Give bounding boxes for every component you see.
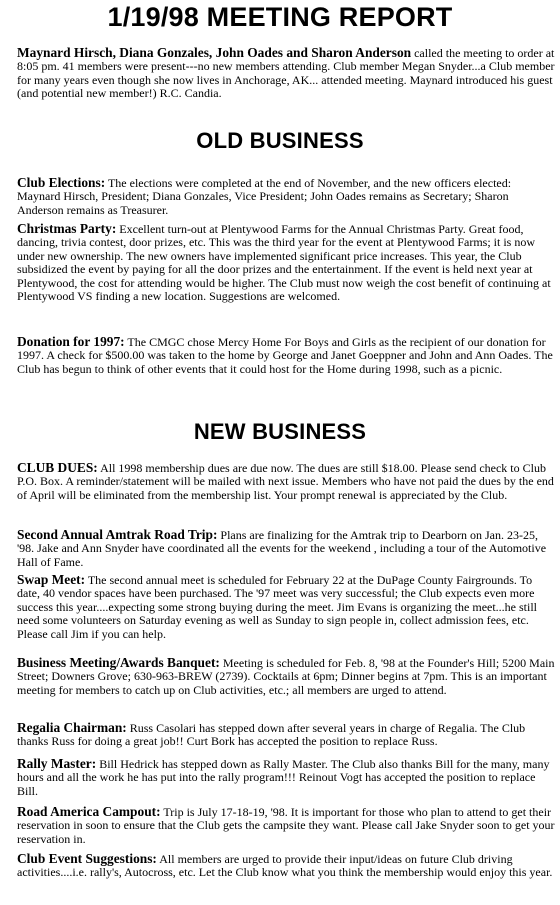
item-text: The CMGC chose Mercy Home For Boys and Girls as the recipient of our donation for 1997. A check for $500.00 was taken to the home by George and Janet Goeppner and John and Ann Oades. The Club has begun to think of other events that it could host for the Home during 1998, such as a picnic. xyxy=(17,335,553,376)
item-lead: Rally Master: xyxy=(17,756,97,771)
intro-paragraph xyxy=(17,46,555,101)
item-text: All 1998 membership dues are due now. The dues are still $18.00. Please send check to Club P.O. Box. A reminder/statement will be mailed with next issue. Members who have not paid the dues by the end of April will be eliminated from the membership list. Your prompt renewal is appreciated by the Club. xyxy=(17,461,554,502)
item-text: Trip is July 17-18-19, '98. It is important for those who plan to attend to get their reservation in soon to ensure that the Club gets the campsite they want. Please call Jake Snyder soon to get your reservation in. xyxy=(17,805,555,846)
item-lead: Second Annual Amtrak Road Trip: xyxy=(17,527,218,542)
event-suggestions-item xyxy=(17,852,555,880)
item-lead: Club Event Suggestions: xyxy=(17,851,157,866)
intro-lead: Maynard Hirsch, Diana Gonzales, John Oades and Sharon Anderson xyxy=(17,45,412,60)
old-business-heading: OLD BUSINESS xyxy=(196,128,364,153)
item-lead: CLUB DUES: xyxy=(17,460,98,475)
rally-master-item xyxy=(17,757,555,798)
item-lead: Regalia Chairman: xyxy=(17,720,127,735)
item-text: All members are urged to provide their input/ideas on future Club driving activities....i.e. rally's, Autocross, etc. Let the Club know what you think the membership would enjoy this year. xyxy=(17,852,553,880)
item-lead: Business Meeting/Awards Banquet: xyxy=(17,655,220,670)
item-text: Bill Hedrick has stepped down as Rally Master. The Club also thanks Bill for the many, many hours and all the work he has put into the rally program!!! Reinout Vogt has accepted the position to replace Bill. xyxy=(17,757,550,798)
new-business-heading: NEW BUSINESS xyxy=(193,419,367,444)
item-text: Meeting is scheduled for Feb. 8, '98 at the Founder's Hill; 5200 Main Street; Downers Grove; 630-963-BREW (2739). Cocktails at 6pm; Dinner begins at 7pm. This is an important meeting for members to catch up on Club activities, etc.; all members are urged to attend. xyxy=(17,656,555,697)
business-meeting-item xyxy=(17,656,555,697)
club-elections-item xyxy=(17,176,555,217)
item-lead: Road America Campout: xyxy=(17,804,161,819)
item-text: The second annual meet is scheduled for February 22 at the DuPage County Fairgrounds. To date, 40 vendor spaces have been purchased. The '97 meet was very successful; the Club expects even more success this year....expecting some strong buying during the meet. Jim Evans is organizing the meet...he still need some volunteers on Saturday evening as well as Sunday to sign people in, collect admission fees, etc. Please call Jim if you can help. xyxy=(17,573,538,641)
item-lead: Swap Meet: xyxy=(17,572,86,587)
page-title: 1/19/98 MEETING REPORT xyxy=(107,2,453,32)
regalia-chairman-item xyxy=(17,721,555,749)
item-text: Russ Casolari has stepped down after several years in charge of Regalia. The Club thanks Russ for doing a great job!! Curt Bork has accepted the position to replace Russ. xyxy=(17,721,526,749)
intro-text: called the meeting to order at 8:05 pm. 41 members were present---no new members attending. Club member Megan Snyder...a Club member for many years even though she now lives in Anchorage, AK... attended meeting. Maynard introduced his guest (and potential new member!) R.C. Candia. xyxy=(17,46,555,101)
item-lead: Club Elections: xyxy=(17,175,106,190)
item-text: Plans are finalizing for the Amtrak trip to Dearborn on Jan. 23-25, '98. Jake and Ann Snyder have coordinated all the events for the weekend , including a tour of the Automotive Hall of Fame. xyxy=(17,528,547,569)
item-text: Excellent turn-out at Plentywood Farms for the Annual Christmas Party. Great food, dancing, trivia contest, door prizes, etc. This was the third year for the event at Plentywood Farms; it is now under new ownership. The new owners have implemented significant price increases. This year, the Club subsidized the event by paying for all the door prizes and the entertainment. If the event is held next year at Plentywood, the cost for attending would be higher. The Club must now weigh the cost benefit of continuing at Plentywood VS finding a new location. Suggestions are welcomed. xyxy=(17,222,551,304)
item-lead: Christmas Party: xyxy=(17,221,117,236)
item-text: The elections were completed at the end of November, and the new officers elected: Maynard Hirsch, President; Diana Gonzales, Vice President; John Oades remains as Secretary; Sharon Anderson remains as Treasurer. xyxy=(17,176,512,217)
road-america-item xyxy=(17,805,555,846)
swap-meet-item xyxy=(17,573,555,641)
christmas-party-item xyxy=(17,222,555,303)
donation-item xyxy=(17,335,555,376)
club-dues-item xyxy=(17,461,555,502)
item-lead: Donation for 1997: xyxy=(17,334,125,349)
amtrak-trip-item xyxy=(17,528,555,569)
